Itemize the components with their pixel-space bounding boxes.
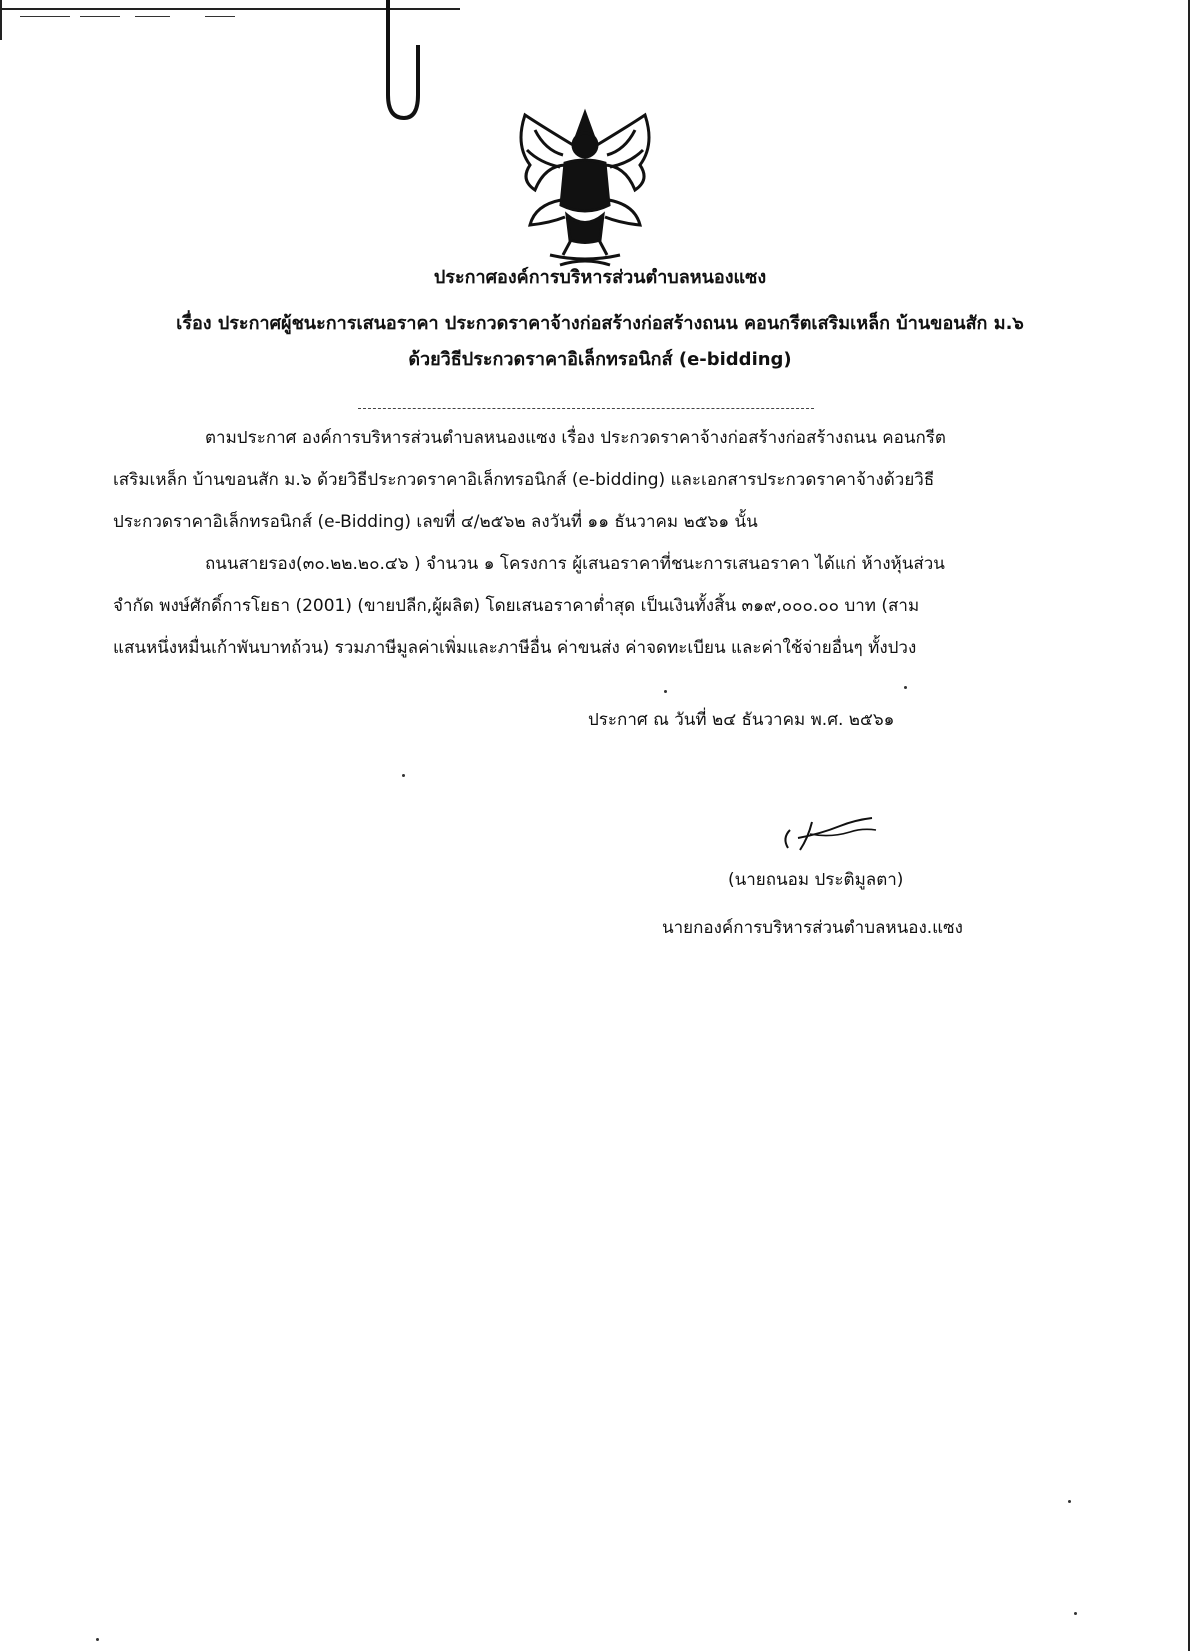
scan-speck — [1074, 1612, 1077, 1615]
scan-dash — [135, 16, 170, 17]
scan-dash — [20, 16, 70, 17]
signer-name: (นายถนอม ประติมูลตา) — [728, 870, 904, 890]
header-divider — [358, 408, 814, 409]
body-text-line: ประกวดราคาอิเล็กทรอนิกส์ (e-Bidding) เลขที่ ๔/๒๕๖๒ ลงวันที่ ๑๑ ธันวาคม ๒๕๖๑ นั้น — [113, 512, 758, 532]
scan-speck — [904, 686, 907, 689]
scan-border-right — [1188, 0, 1190, 1651]
handwritten-signature — [780, 808, 890, 856]
scan-speck — [1068, 1500, 1071, 1503]
scan-dash — [205, 16, 235, 17]
announcement-date: ประกาศ ณ วันที่ ๒๔ ธันวาคม พ.ศ. ๒๕๖๑ — [588, 710, 895, 730]
body-text-line: ตามประกาศ องค์การบริหารส่วนตำบลหนองแซง เรื่อง ประกวดราคาจ้างก่อสร้างก่อสร้างถนน คอนกรีต — [205, 428, 946, 448]
scan-dash — [80, 16, 120, 17]
body-text-line: ถนนสายรอง(๓๐.๒๒.๒๐.๔๖ ) จำนวน ๑ โครงการ ผู้เสนอราคาที่ชนะการเสนอราคา ได้แก่ ห้างหุ้นส่วน — [205, 554, 945, 574]
paper-clip-mark — [384, 0, 424, 130]
scan-speck — [664, 690, 667, 693]
garuda-emblem — [505, 105, 665, 270]
body-text-line: จำกัด พงษ์ศักดิ์การโยธา (2001) (ขายปลีก,ผู้ผลิต) โดยเสนอราคาต่ำสุด เป็นเงินทั้งสิ้น ๓๑๙,๐๐๐.๐๐ บาท (สาม — [113, 596, 920, 616]
scan-border-left — [0, 0, 2, 40]
subject-line: เรื่อง ประกาศผู้ชนะการเสนอราคา ประกวดราคาจ้างก่อสร้างก่อสร้างถนน คอนกรีตเสริมเหล็ก บ้านขอนสัก ม.๖ — [176, 313, 1024, 334]
subject-method-line: ด้วยวิธีประกวดราคาอิเล็กทรอนิกส์ (e-bidding) — [408, 349, 792, 370]
body-text-line: เสริมเหล็ก บ้านขอนสัก ม.๖ ด้วยวิธีประกวดราคาอิเล็กทรอนิกส์ (e-bidding) และเอกสารประกวดราคาจ้างด้วยวิธี — [113, 470, 935, 490]
scan-speck — [402, 774, 405, 777]
body-text-line: แสนหนึ่งหมื่นเก้าพันบาทถ้วน) รวมภาษีมูลค่าเพิ่มและภาษีอื่น ค่าขนส่ง ค่าจดทะเบียน และค่าใช้จ่ายอื่นๆ ทั้งปวง — [113, 638, 917, 658]
org-header: ประกาศองค์การบริหารส่วนตำบลหนองแซง — [433, 267, 767, 288]
signer-title: นายกองค์การบริหารส่วนตำบลหนอง.แซง — [662, 918, 963, 938]
scan-speck — [96, 1638, 99, 1641]
